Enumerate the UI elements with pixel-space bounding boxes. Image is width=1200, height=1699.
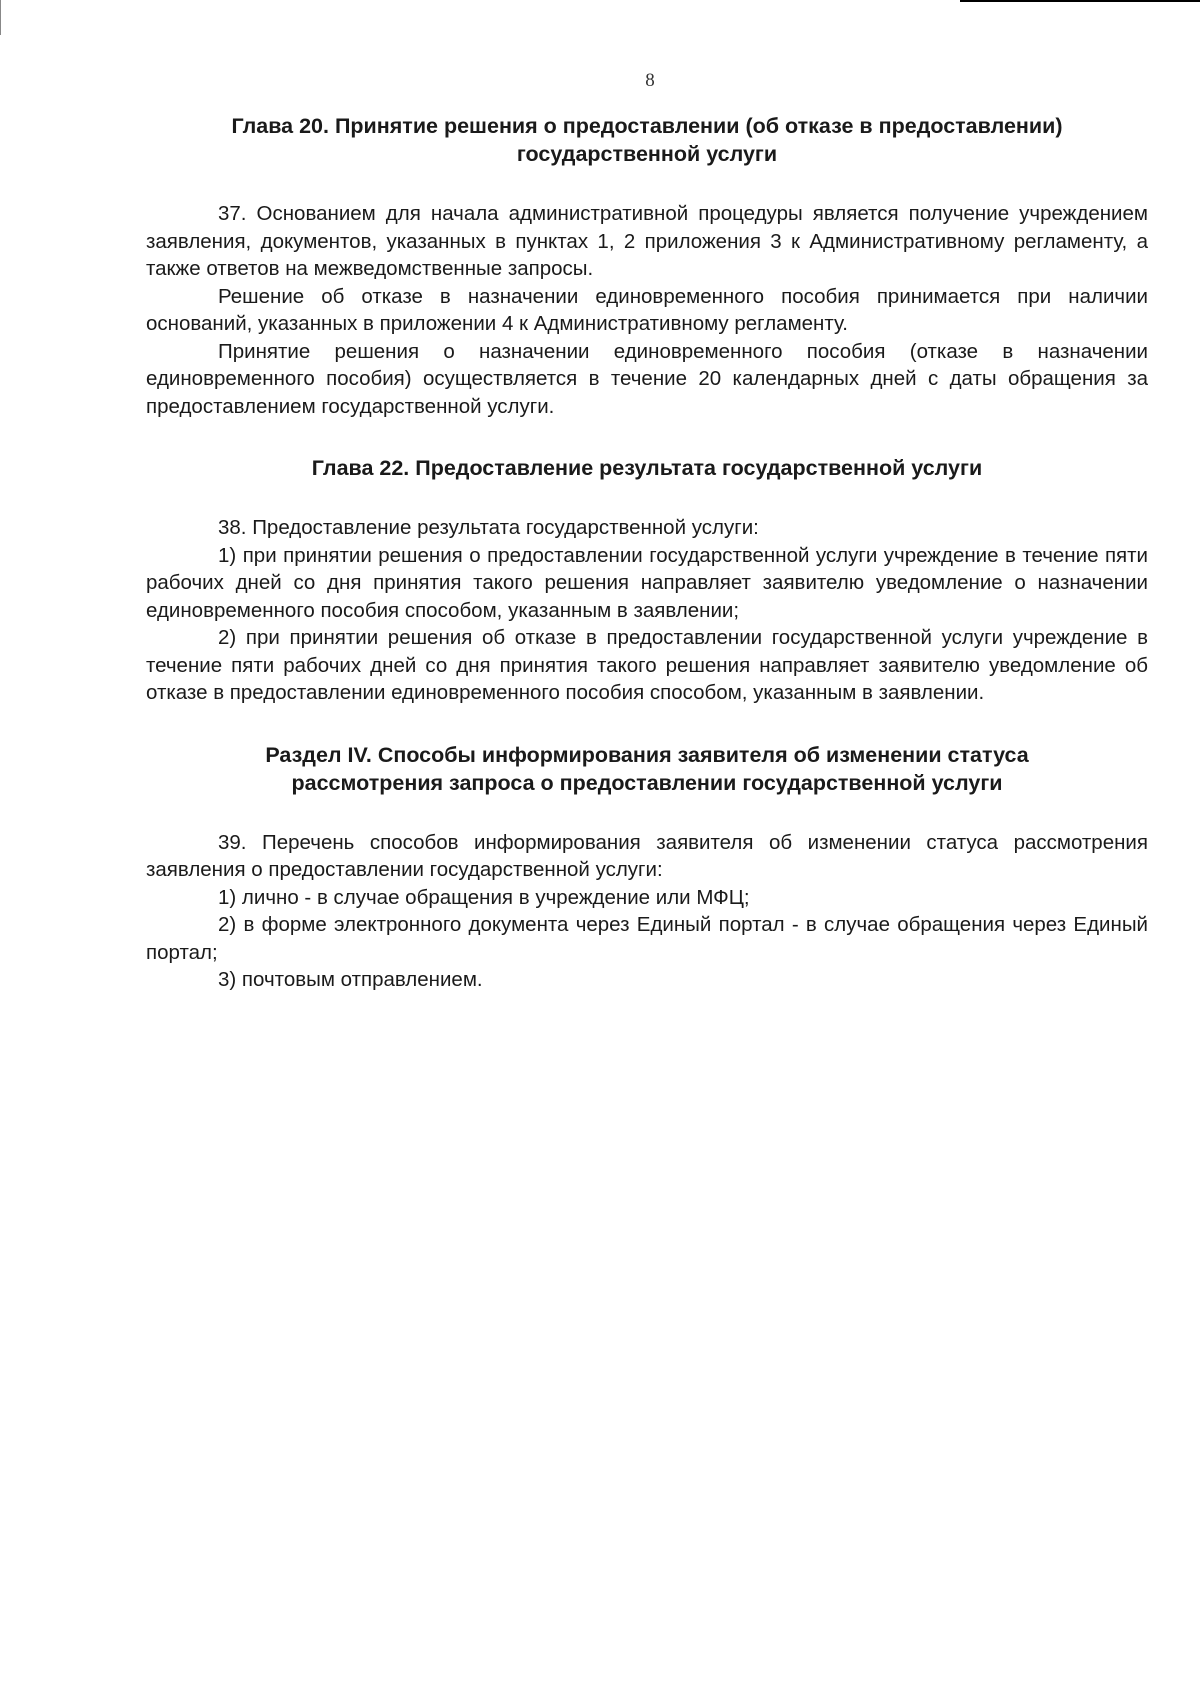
paragraph: 1) лично - в случае обращения в учреждение или МФЦ; <box>218 885 750 909</box>
heading-line: Раздел IV. Способы информирования заявителя об изменении статуса <box>265 742 1029 767</box>
scan-edge-line <box>960 0 1200 2</box>
heading-line: государственной услуги <box>516 142 778 166</box>
section-heading <box>146 454 1148 482</box>
section-chapter-22 <box>146 454 1148 707</box>
paragraph: 3) почтовым отправлением. <box>218 968 483 991</box>
page-number: 8 <box>645 70 655 91</box>
paragraph: 2) при принятии решения об отказе в предоставлении государственной услуги учреждение в течение пяти рабочих дней со дня принятия такого решения направляет заявителю уведомление об отказе в предоставлении единовременного пособия способом, указанным в заявлении. <box>146 626 1148 704</box>
paragraph: 37. Основанием для начала административной процедуры является получение учреждением заявления, документов, указанных в пунктах 1, 2 приложения 3 к Административному регламенту, а также ответов на межведомственные запросы. <box>146 202 1148 280</box>
section-chapter-20 <box>146 112 1148 420</box>
scan-edge-mark <box>0 0 1 35</box>
paragraph: Решение об отказе в назначении единовременного пособия принимается при наличии оснований, указанных в приложении 4 к Административному регламенту. <box>146 284 1148 335</box>
heading-line: Глава 22. Предоставление результата государственной услуги <box>311 456 983 480</box>
section-heading <box>146 112 1148 168</box>
heading-line: Глава 20. Принятие решения о предоставлении (об отказе в предоставлении) <box>231 114 1063 138</box>
paragraph: 2) в форме электронного документа через Единый портал - в случае обращения через Единый портал; <box>146 913 1148 964</box>
document-body <box>146 112 1148 1028</box>
paragraph: 1) при принятии решения о предоставлении государственной услуги учреждение в течение пяти рабочих дней со дня принятия такого решения направляет заявителю уведомление о назначении единовременного пособия способом, указанным в заявлении; <box>146 543 1148 622</box>
paragraph: 38. Предоставление результата государственной услуги: <box>218 516 759 539</box>
section-heading <box>146 741 1148 797</box>
paragraph: 39. Перечень способов информирования заявителя об изменении статуса рассмотрения заявления о предоставлении государственной услуги: <box>146 830 1148 881</box>
paragraph: Принятие решения о назначении единовременного пособия (отказе в назначении единовременного пособия) осуществляется в течение 20 календарных дней с даты обращения за предоставлением государственной услуги. <box>146 339 1148 418</box>
section-part-iv <box>146 741 1148 994</box>
heading-line: рассмотрения запроса о предоставлении государственной услуги <box>291 770 1003 795</box>
